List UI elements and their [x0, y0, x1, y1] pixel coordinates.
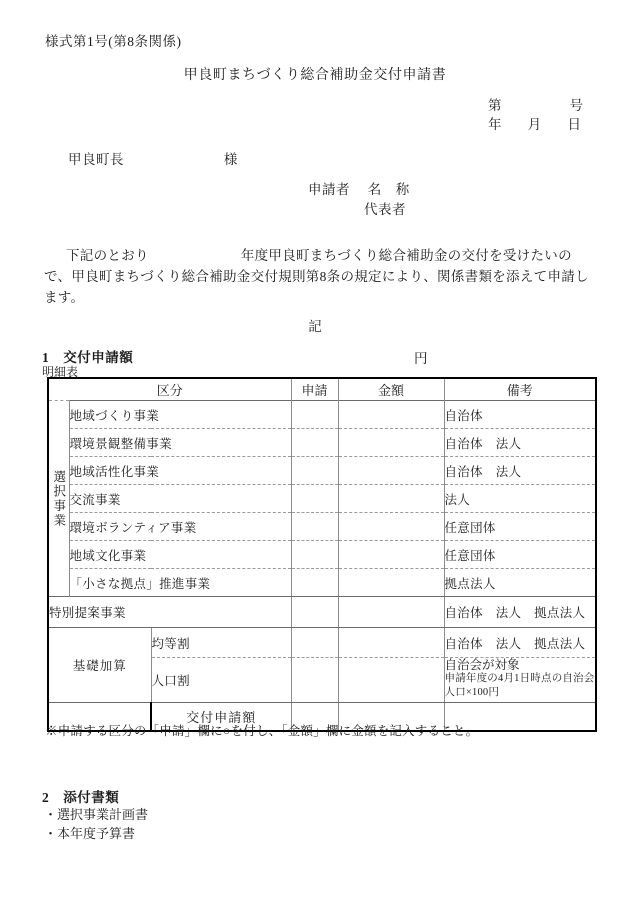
group-label-base: 基礎加算: [48, 628, 151, 703]
section2-heading: [42, 786, 119, 806]
section2-number: 2: [42, 790, 50, 805]
row-remarks-main: 自治会が対象: [444, 658, 520, 672]
row-remarks-sub: 申請年度の4月1日時点の自治会人口×100円: [444, 673, 595, 698]
addressee-line: [68, 148, 238, 168]
column-header-kubun: 区分: [48, 378, 291, 401]
attachment-list: [44, 805, 148, 843]
row-amount[interactable]: [338, 569, 444, 597]
applicant-name-line: [308, 180, 410, 200]
row-application[interactable]: [291, 485, 338, 513]
row-remarks: 自治体 法人 拠点法人: [444, 597, 596, 628]
table-row-special: [48, 597, 596, 628]
row-name: 「小さな拠点」推進事業: [69, 569, 291, 597]
table-row: [48, 485, 596, 513]
row-remarks: 自治体: [444, 401, 596, 429]
row-application[interactable]: [291, 457, 338, 485]
table-header-row: [48, 378, 596, 401]
document-number-unit: 号: [569, 98, 583, 113]
applicant-rep-label: 代表者: [364, 202, 406, 217]
table-row: [48, 513, 596, 541]
applicant-block: [308, 180, 410, 220]
row-application[interactable]: [291, 628, 338, 658]
row-application[interactable]: [291, 429, 338, 457]
table-row: [48, 457, 596, 485]
document-number-label: 第: [488, 98, 502, 113]
document-title: 甲良町まちづくり総合補助金交付申請書: [183, 68, 447, 83]
section2-title: 添付書類: [63, 790, 120, 805]
row-amount[interactable]: [338, 628, 444, 658]
row-application[interactable]: [291, 541, 338, 569]
column-header-amount: 金額: [338, 378, 444, 401]
detail-table: [47, 377, 597, 732]
row-amount[interactable]: [338, 658, 444, 703]
ki-mark: 記: [308, 319, 322, 334]
row-amount[interactable]: [338, 429, 444, 457]
row-remarks: 自治体 法人: [444, 429, 596, 457]
total-label: 交付申請額: [151, 703, 291, 732]
applicant-name-label: 名 称: [367, 182, 410, 197]
row-amount[interactable]: [338, 541, 444, 569]
table-row: [48, 401, 596, 429]
row-remarks: 任意団体: [444, 513, 596, 541]
applicant-rep-line: [308, 200, 410, 220]
row-application[interactable]: [291, 513, 338, 541]
addressee-name: 甲良町長: [68, 152, 124, 167]
row-name: 特別提案事業: [48, 597, 291, 628]
table-note: ※申請する区分の「申請」欄に○を付し、「金額」欄に金額を記入すること。: [45, 724, 479, 738]
row-remarks: 任意団体: [444, 541, 596, 569]
row-name: 均等割: [151, 628, 291, 658]
date-month-label: 月: [527, 117, 542, 132]
group-label-select-wrap: [49, 407, 69, 591]
row-name: 環境ボランティア事業: [69, 513, 291, 541]
table-row: [48, 569, 596, 597]
section1-number: 1: [42, 350, 50, 365]
document-number-row: [430, 96, 595, 115]
row-amount[interactable]: [338, 401, 444, 429]
section1-unit: 円: [414, 351, 428, 366]
row-application[interactable]: [291, 401, 338, 429]
row-name: 交流事業: [69, 485, 291, 513]
group-label-select-text: 選択事業: [51, 469, 66, 528]
row-name: 環境景観整備事業: [69, 429, 291, 457]
row-remarks: 自治体 法人 拠点法人: [444, 628, 596, 658]
row-amount[interactable]: [338, 597, 444, 628]
paragraph-part1: 下記のとおり: [66, 248, 149, 263]
row-amount[interactable]: [338, 457, 444, 485]
row-remarks: 法人: [444, 485, 596, 513]
date-year-label: 年: [488, 117, 502, 132]
row-name: 人口割: [151, 658, 291, 703]
column-header-application: 申請: [291, 378, 338, 401]
row-amount[interactable]: [338, 485, 444, 513]
row-application[interactable]: [291, 658, 338, 703]
row-application[interactable]: [291, 597, 338, 628]
row-amount[interactable]: [338, 513, 444, 541]
paragraph-part2: 年度甲良町まちづくり総合補助金の交付を受けたいので、甲良町まちづくり総合補助金交付規則第8条の規定により、関係書類を添えて申請します。: [44, 248, 589, 305]
table-row-base-equal: [48, 628, 596, 658]
column-header-remarks: 備考: [444, 378, 596, 401]
applicant-label: 申請者: [308, 182, 350, 197]
section1-subtitle: 明細表: [42, 365, 79, 379]
row-remarks: [444, 658, 596, 703]
date-day-label: 日: [567, 117, 581, 132]
row-name: 地域活性化事業: [69, 457, 291, 485]
group-label-select: [48, 401, 69, 597]
row-name: 地域づくり事業: [69, 401, 291, 429]
table-row: [48, 429, 596, 457]
section1-title: 交付申請額: [63, 350, 134, 365]
document-number-block: [430, 96, 595, 134]
row-remarks: 自治体 法人: [444, 457, 596, 485]
form-number: 様式第1号(第8条関係): [45, 34, 182, 49]
row-application[interactable]: [291, 569, 338, 597]
application-paragraph: [44, 245, 589, 308]
row-name: 地域文化事業: [69, 541, 291, 569]
table-row: [48, 541, 596, 569]
document-date-row: [430, 115, 595, 134]
list-item: ・選択事業計画書: [44, 807, 149, 822]
list-item: ・本年度予算書: [44, 826, 136, 841]
row-remarks: 拠点法人: [444, 569, 596, 597]
addressee-honorific: 様: [223, 152, 238, 167]
